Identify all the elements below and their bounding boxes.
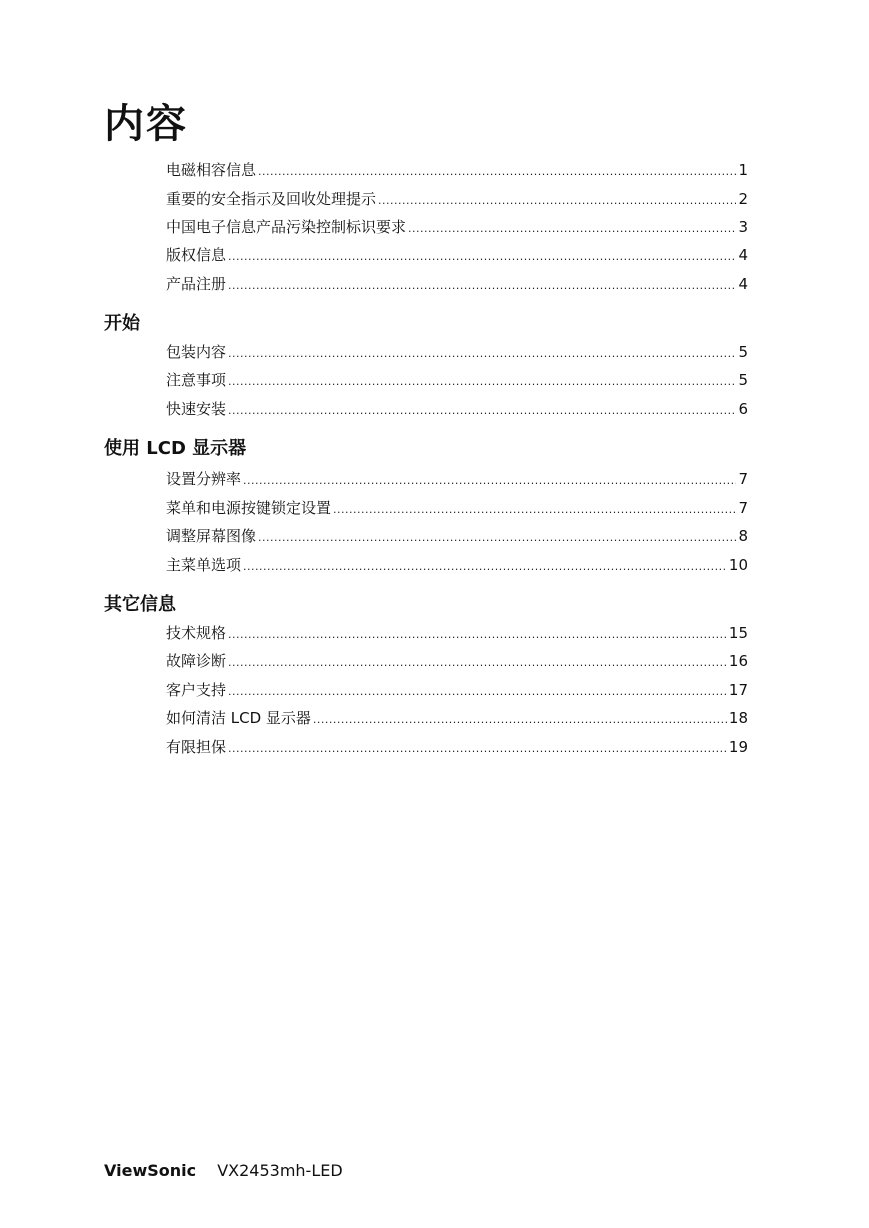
toc-entry-label: 技术规格 (166, 624, 227, 642)
dot-leader (228, 737, 727, 759)
toc-entry-label: 包装内容 (166, 343, 227, 361)
toc-entry[interactable] (166, 498, 748, 520)
section-heading: 开始 (104, 313, 140, 334)
dot-leader (243, 555, 727, 577)
toc-entry[interactable] (166, 708, 748, 730)
toc-entry[interactable] (166, 217, 748, 239)
dot-leader (258, 160, 736, 182)
toc-entry[interactable] (166, 651, 748, 673)
toc-entry[interactable] (166, 342, 748, 364)
toc-entry-label: 菜单和电源按键锁定设置 (166, 499, 332, 517)
model-number: VX2453mh-LED (217, 1161, 343, 1180)
dot-leader (408, 217, 736, 239)
toc-entry[interactable] (166, 245, 748, 267)
toc-entry[interactable] (166, 370, 748, 392)
toc-entry-label: 客户支持 (166, 681, 227, 699)
dot-leader (228, 342, 736, 364)
toc-entry[interactable] (166, 737, 748, 759)
dot-leader (228, 651, 727, 673)
section-heading: 使用 LCD 显示器 (104, 438, 247, 459)
toc-entry-label: 有限担保 (166, 738, 227, 756)
toc-entry[interactable] (166, 189, 748, 211)
toc-entry-label: 主菜单选项 (166, 556, 242, 574)
toc-entry[interactable] (166, 526, 748, 548)
toc-entry-page: 5 (738, 343, 748, 361)
dot-leader (228, 399, 736, 421)
toc-entry[interactable] (166, 160, 748, 182)
section-heading: 其它信息 (104, 594, 176, 615)
toc-entry-page: 16 (728, 652, 748, 670)
toc-entry-page: 1 (738, 161, 748, 179)
toc-entry-label: 如何清洁 LCD 显示器 (166, 709, 311, 727)
toc-entry[interactable] (166, 399, 748, 421)
toc-entry-label: 版权信息 (166, 246, 227, 264)
toc-entry-page: 3 (738, 218, 748, 236)
dot-leader (228, 680, 727, 702)
toc-entry-page: 7 (738, 499, 748, 517)
toc-entry-label: 电磁相容信息 (166, 161, 257, 179)
toc-entry[interactable] (166, 274, 748, 296)
toc-entry-page: 19 (728, 738, 748, 756)
dot-leader (313, 708, 727, 730)
page-footer (104, 1160, 343, 1182)
dot-leader (333, 498, 736, 520)
dot-leader (258, 526, 736, 548)
toc-entry-label: 调整屏幕图像 (166, 527, 257, 545)
dot-leader (228, 623, 727, 645)
toc-entry[interactable] (166, 555, 748, 577)
toc-entry-page: 17 (728, 681, 748, 699)
toc-entry[interactable] (166, 623, 748, 645)
toc-entry[interactable] (166, 469, 748, 491)
dot-leader (228, 245, 736, 267)
toc-entry-page: 7 (738, 470, 748, 488)
toc-entry-label: 故障诊断 (166, 652, 227, 670)
toc-entry-page: 2 (738, 190, 748, 208)
dot-leader (243, 469, 736, 491)
dot-leader (378, 189, 736, 211)
toc-entry-page: 15 (728, 624, 748, 642)
toc-entry-page: 8 (738, 527, 748, 545)
toc-entry-label: 设置分辨率 (166, 470, 242, 488)
brand-name: ViewSonic (104, 1161, 197, 1180)
dot-leader (228, 370, 736, 392)
toc-entry-label: 中国电子信息产品污染控制标识要求 (166, 218, 407, 236)
toc-entry-label: 快速安装 (166, 400, 227, 418)
toc-entry-page: 6 (738, 400, 748, 418)
toc-entry[interactable] (166, 680, 748, 702)
toc-entry-page: 4 (738, 246, 748, 264)
toc-entry-page: 18 (728, 709, 748, 727)
toc-entry-label: 重要的安全指示及回收处理提示 (166, 190, 377, 208)
page-title: 内容 (104, 101, 188, 147)
dot-leader (228, 274, 736, 296)
toc-entry-page: 5 (738, 371, 748, 389)
toc-entry-label: 产品注册 (166, 275, 227, 293)
toc-entry-label: 注意事项 (166, 371, 227, 389)
toc-entry-page: 4 (738, 275, 748, 293)
toc-entry-page: 10 (728, 556, 748, 574)
